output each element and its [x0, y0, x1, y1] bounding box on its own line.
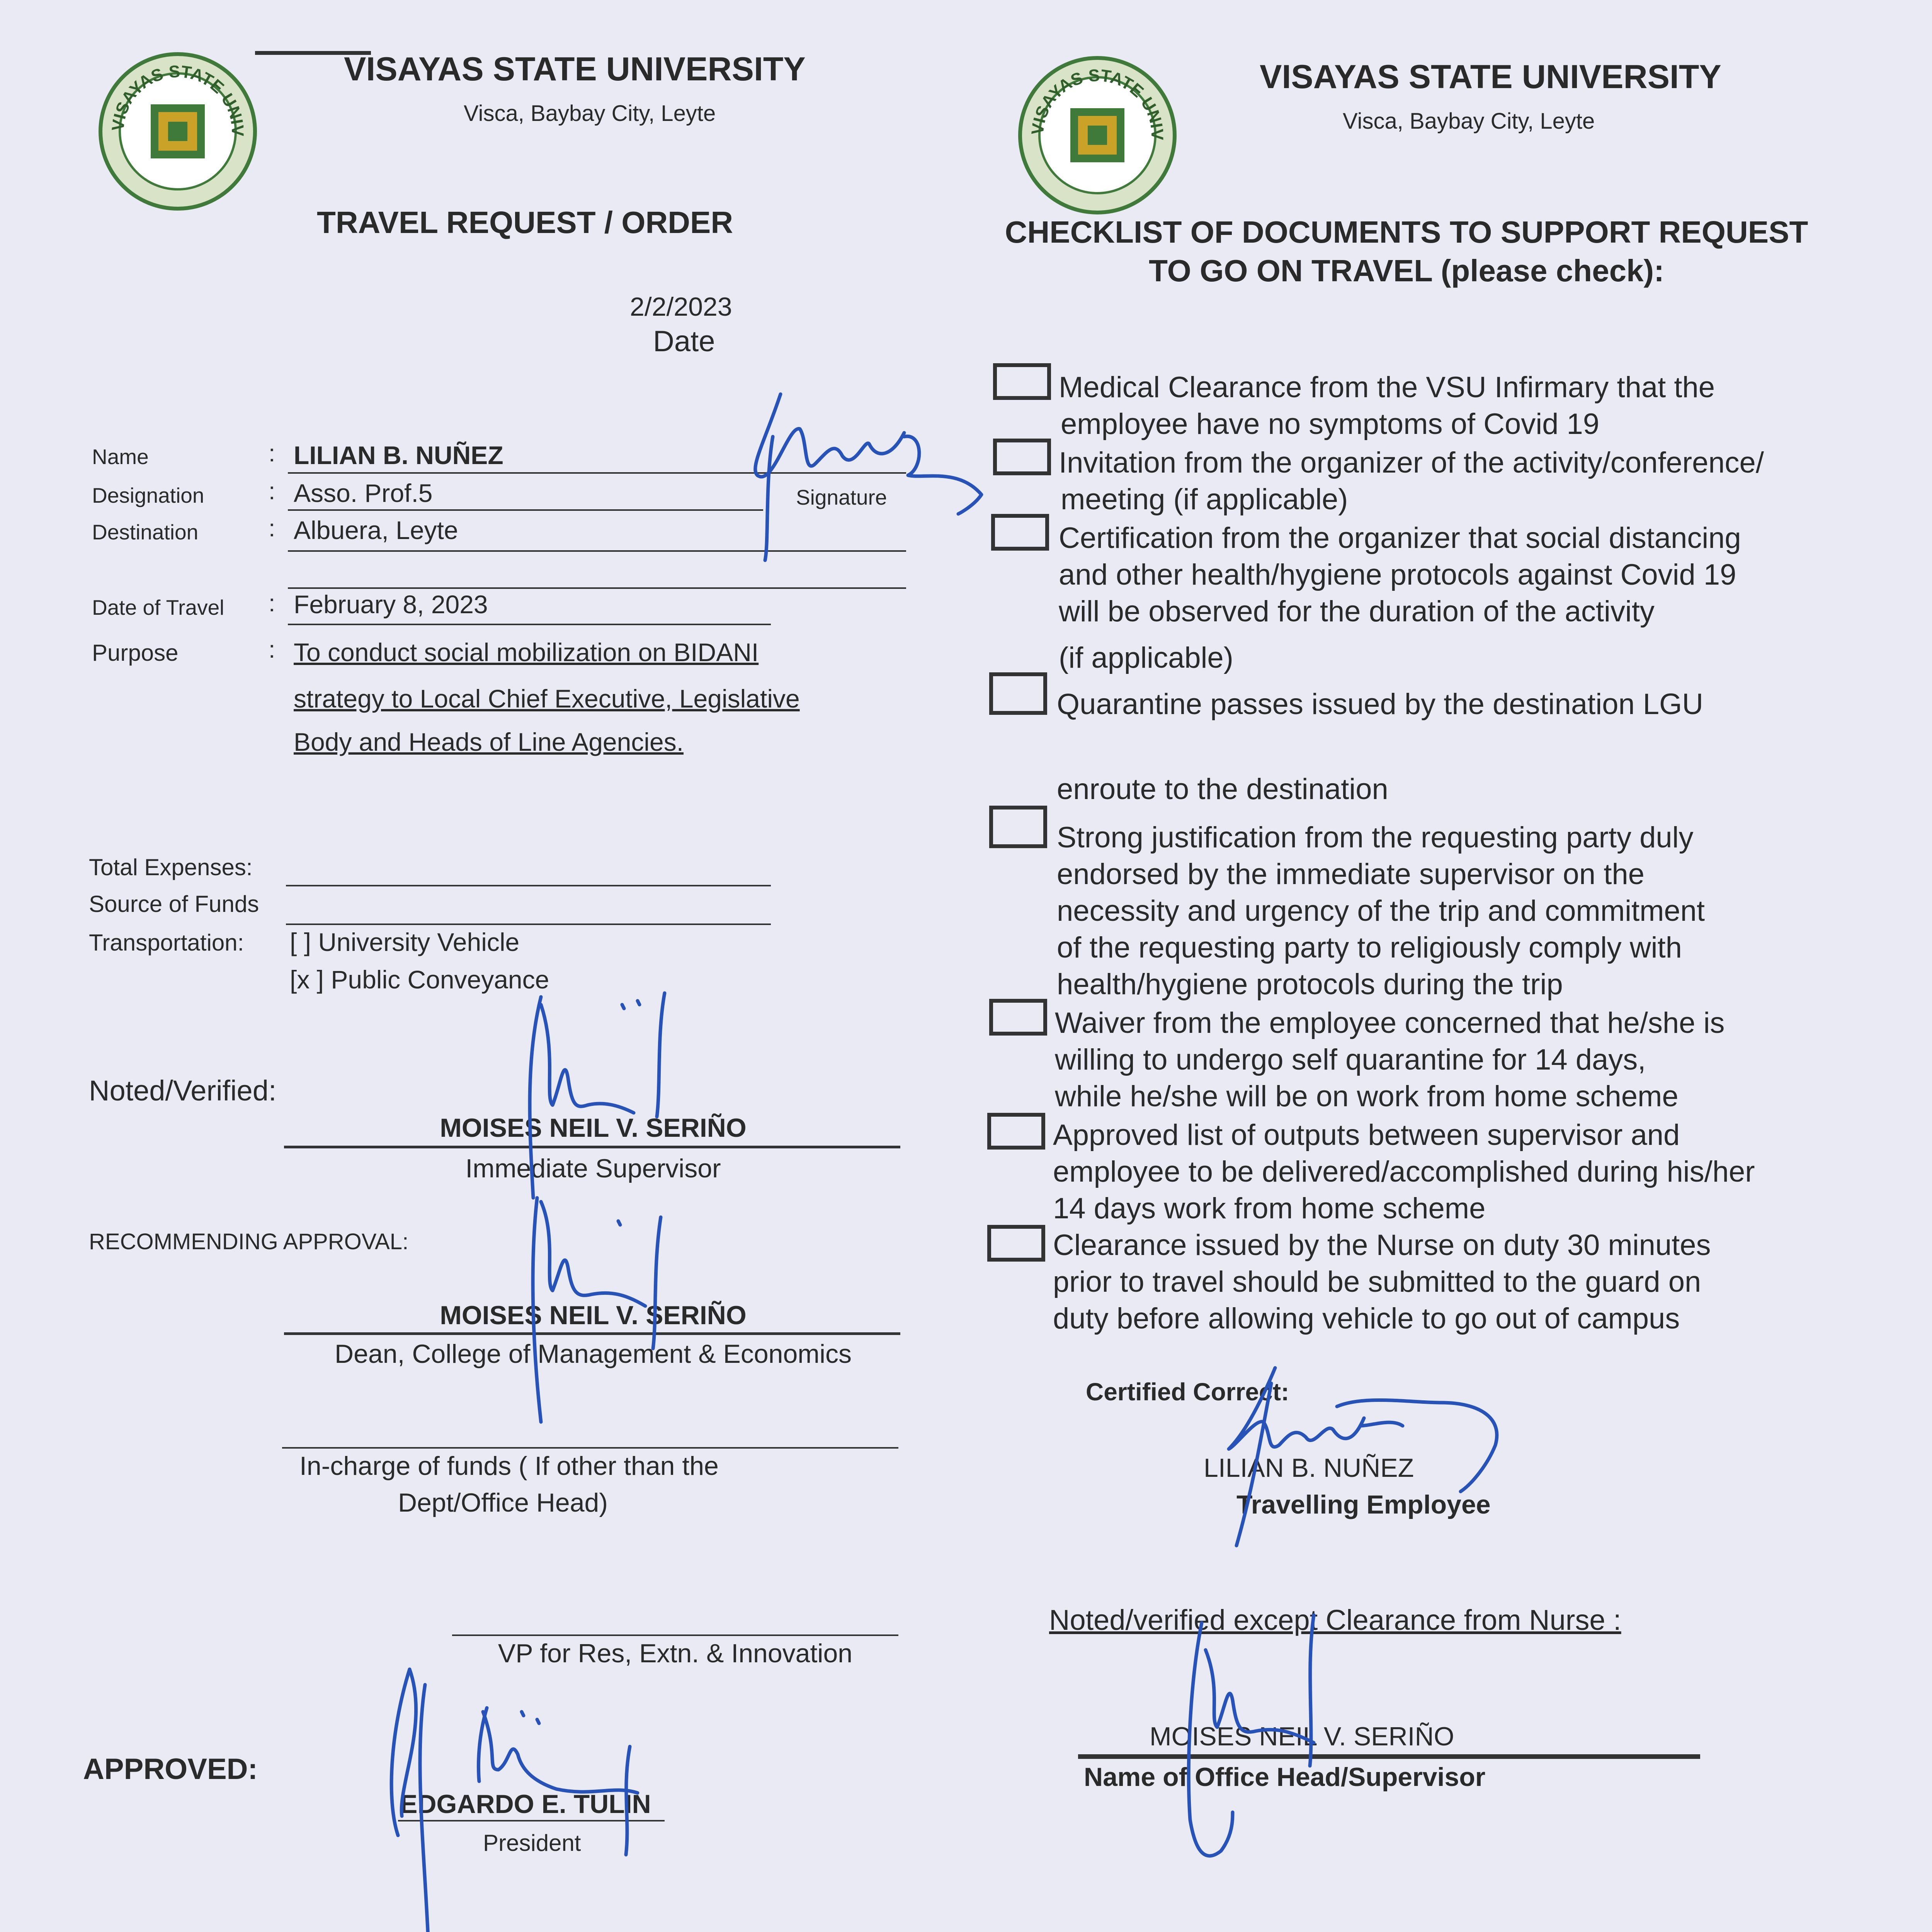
vp-title: VP for Res, Extn. & Innovation — [498, 1639, 853, 1668]
purpose-label: Purpose — [92, 640, 179, 666]
checkbox-certification[interactable] — [991, 514, 1049, 551]
certified-correct-label: Certified Correct: — [1086, 1378, 1289, 1406]
dean-title: Dean, College of Management & Economics — [334, 1339, 852, 1369]
right-seal — [1016, 54, 1179, 216]
noted-verified-label: Noted/Verified: — [89, 1075, 277, 1107]
checklist-item-3-line-3: will be observed for the duration of the activity — [1059, 595, 1655, 628]
office-head-title: Name of Office Head/Supervisor — [1084, 1762, 1486, 1792]
president-signature — [383, 1654, 676, 1932]
university-name: VISAYAS STATE UNIVERSITY — [344, 51, 806, 88]
checklist-item-8-line-1: Clearance issued by the Nurse on duty 30 minutes — [1053, 1229, 1711, 1262]
university-address: Visca, Baybay City, Leyte — [464, 101, 716, 126]
checkbox-medical-clearance[interactable] — [993, 363, 1051, 400]
source-of-funds-label: Source of Funds — [89, 891, 259, 917]
designation-label: Designation — [92, 483, 204, 507]
university-address-right: Visca, Baybay City, Leyte — [1343, 109, 1595, 134]
total-expenses-label: Total Expenses: — [89, 854, 253, 880]
dean-name: MOISES NEIL V. SERIÑO — [440, 1301, 747, 1330]
date-of-travel-label: Date of Travel — [92, 595, 224, 619]
checklist-item-3-line-1: Certification from the organizer that social distancing — [1059, 522, 1741, 554]
checklist-item-6-line-2: willing to undergo self quarantine for 14 days, — [1055, 1043, 1646, 1076]
funds-incharge-line-2: Dept/Office Head) — [398, 1488, 608, 1517]
transport-option-public-conveyance: [x ] Public Conveyance — [290, 965, 549, 994]
checklist-item-5-line-2: endorsed by the immediate supervisor on the — [1057, 858, 1645, 891]
svg-text:VISAYAS STATE UNIVERSITY: VISAYAS STATE UNIV — [108, 62, 247, 137]
checkbox-nurse-clearance[interactable] — [987, 1225, 1045, 1262]
president-name: EDGARDO E. TULIN — [400, 1789, 651, 1819]
checklist-item-8-line-3: duty before allowing vehicle to go out of campus — [1053, 1302, 1680, 1335]
checklist-item-7-line-2: employee to be delivered/accomplished during his/her — [1053, 1155, 1755, 1188]
funds-incharge-line-1: In-charge of funds ( If other than the — [299, 1451, 719, 1481]
checklist-item-1-line-1: Medical Clearance from the VSU Infirmary that the — [1059, 371, 1715, 404]
supervisor-signature — [510, 989, 696, 1206]
checklist-title-line-2: TO GO ON TRAVEL (please check): — [1149, 253, 1664, 288]
checklist-item-5-line-1: Strong justification from the requesting party duly — [1057, 821, 1694, 854]
checklist-item-8-line-2: prior to travel should be submitted to the guard on — [1053, 1265, 1701, 1298]
form-title: TRAVEL REQUEST / ORDER — [317, 205, 733, 240]
transportation-label: Transportation: — [89, 930, 244, 956]
office-head-signature — [1167, 1604, 1368, 1882]
checklist-item-3-line-2: and other health/hygiene protocols against Covid 19 — [1059, 558, 1736, 591]
president-title: President — [483, 1830, 581, 1856]
university-seal-icon — [97, 50, 259, 213]
checklist-item-5-line-4: of the requesting party to religiously comply with — [1057, 931, 1682, 964]
checklist-item-7-line-3: 14 days work from home scheme — [1053, 1192, 1486, 1225]
checklist-item-4-line-1: Quarantine passes issued by the destination LGU — [1057, 688, 1704, 721]
purpose-line-1: To conduct social mobilization on BIDANI — [294, 638, 759, 667]
destination-value: Albuera, Leyte — [294, 516, 458, 544]
employee-name: LILIAN B. NUÑEZ — [1204, 1453, 1414, 1483]
checklist-item-5-line-5: health/hygiene protocols during the trip — [1057, 968, 1563, 1001]
transport-option-university-vehicle: [ ] University Vehicle — [290, 928, 520, 956]
checklist-item-7-line-1: Approved list of outputs between supervisor and — [1053, 1119, 1680, 1151]
date-of-travel-value: February 8, 2023 — [294, 590, 488, 619]
supervisor-title: Immediate Supervisor — [465, 1154, 721, 1183]
designation-value: Asso. Prof.5 — [294, 479, 433, 507]
checkbox-invitation[interactable] — [993, 439, 1051, 475]
noted-except-label: Noted/verified except Clearance from Nurse : — [1049, 1604, 1621, 1636]
office-head-name: MOISES NEIL V. SERIÑO — [1150, 1722, 1454, 1751]
approved-label: APPROVED: — [83, 1753, 258, 1786]
purpose-line-2: strategy to Local Chief Executive, Legislative — [294, 684, 800, 713]
date-label: Date — [653, 325, 715, 358]
signature-label: Signature — [796, 485, 887, 509]
checklist-title-line-1: CHECKLIST OF DOCUMENTS TO SUPPORT REQUEST — [1005, 215, 1808, 249]
name-label: Name — [92, 445, 149, 469]
name-value: LILIAN B. NUÑEZ — [294, 441, 503, 469]
svg-text:VISAYAS STATE UNIVERSITY: VISAYAS STATE UNIV — [1028, 66, 1167, 141]
checkbox-strong-justification[interactable] — [989, 806, 1047, 848]
recommending-approval-label: RECOMMENDING APPROVAL: — [89, 1229, 409, 1254]
checklist-item-5-line-3: necessity and urgency of the trip and commitment — [1057, 895, 1705, 927]
checklist-item-6-line-1: Waiver from the employee concerned that he/she is — [1055, 1007, 1725, 1039]
checkbox-waiver[interactable] — [989, 999, 1047, 1036]
date-value: 2/2/2023 — [630, 292, 732, 321]
university-name-right: VISAYAS STATE UNIVERSITY — [1260, 58, 1721, 95]
checklist-item-1-line-2: employee have no symptoms of Covid 19 — [1061, 408, 1600, 440]
certified-employee-signature — [1209, 1360, 1557, 1561]
checkbox-approved-outputs[interactable] — [987, 1113, 1045, 1150]
purpose-line-3: Body and Heads of Line Agencies. — [294, 728, 684, 756]
checklist-item-6-line-3: while he/she will be on work from home scheme — [1055, 1080, 1679, 1113]
employee-title: Travelling Employee — [1236, 1490, 1491, 1519]
checklist-item-2-line-2: meeting (if applicable) — [1061, 483, 1348, 516]
checklist-item-3-line-4: (if applicable) — [1059, 641, 1233, 674]
checklist-item-4-line-3: enroute to the destination — [1057, 773, 1388, 806]
checkbox-quarantine-passes[interactable] — [989, 672, 1047, 715]
dean-signature — [514, 1190, 699, 1430]
employee-signature — [742, 379, 1020, 580]
destination-label: Destination — [92, 520, 199, 544]
university-seal-icon — [1016, 54, 1179, 216]
supervisor-name: MOISES NEIL V. SERIÑO — [440, 1113, 747, 1143]
left-seal — [97, 50, 259, 213]
checklist-item-2-line-1: Invitation from the organizer of the activity/conference/ — [1059, 446, 1764, 479]
